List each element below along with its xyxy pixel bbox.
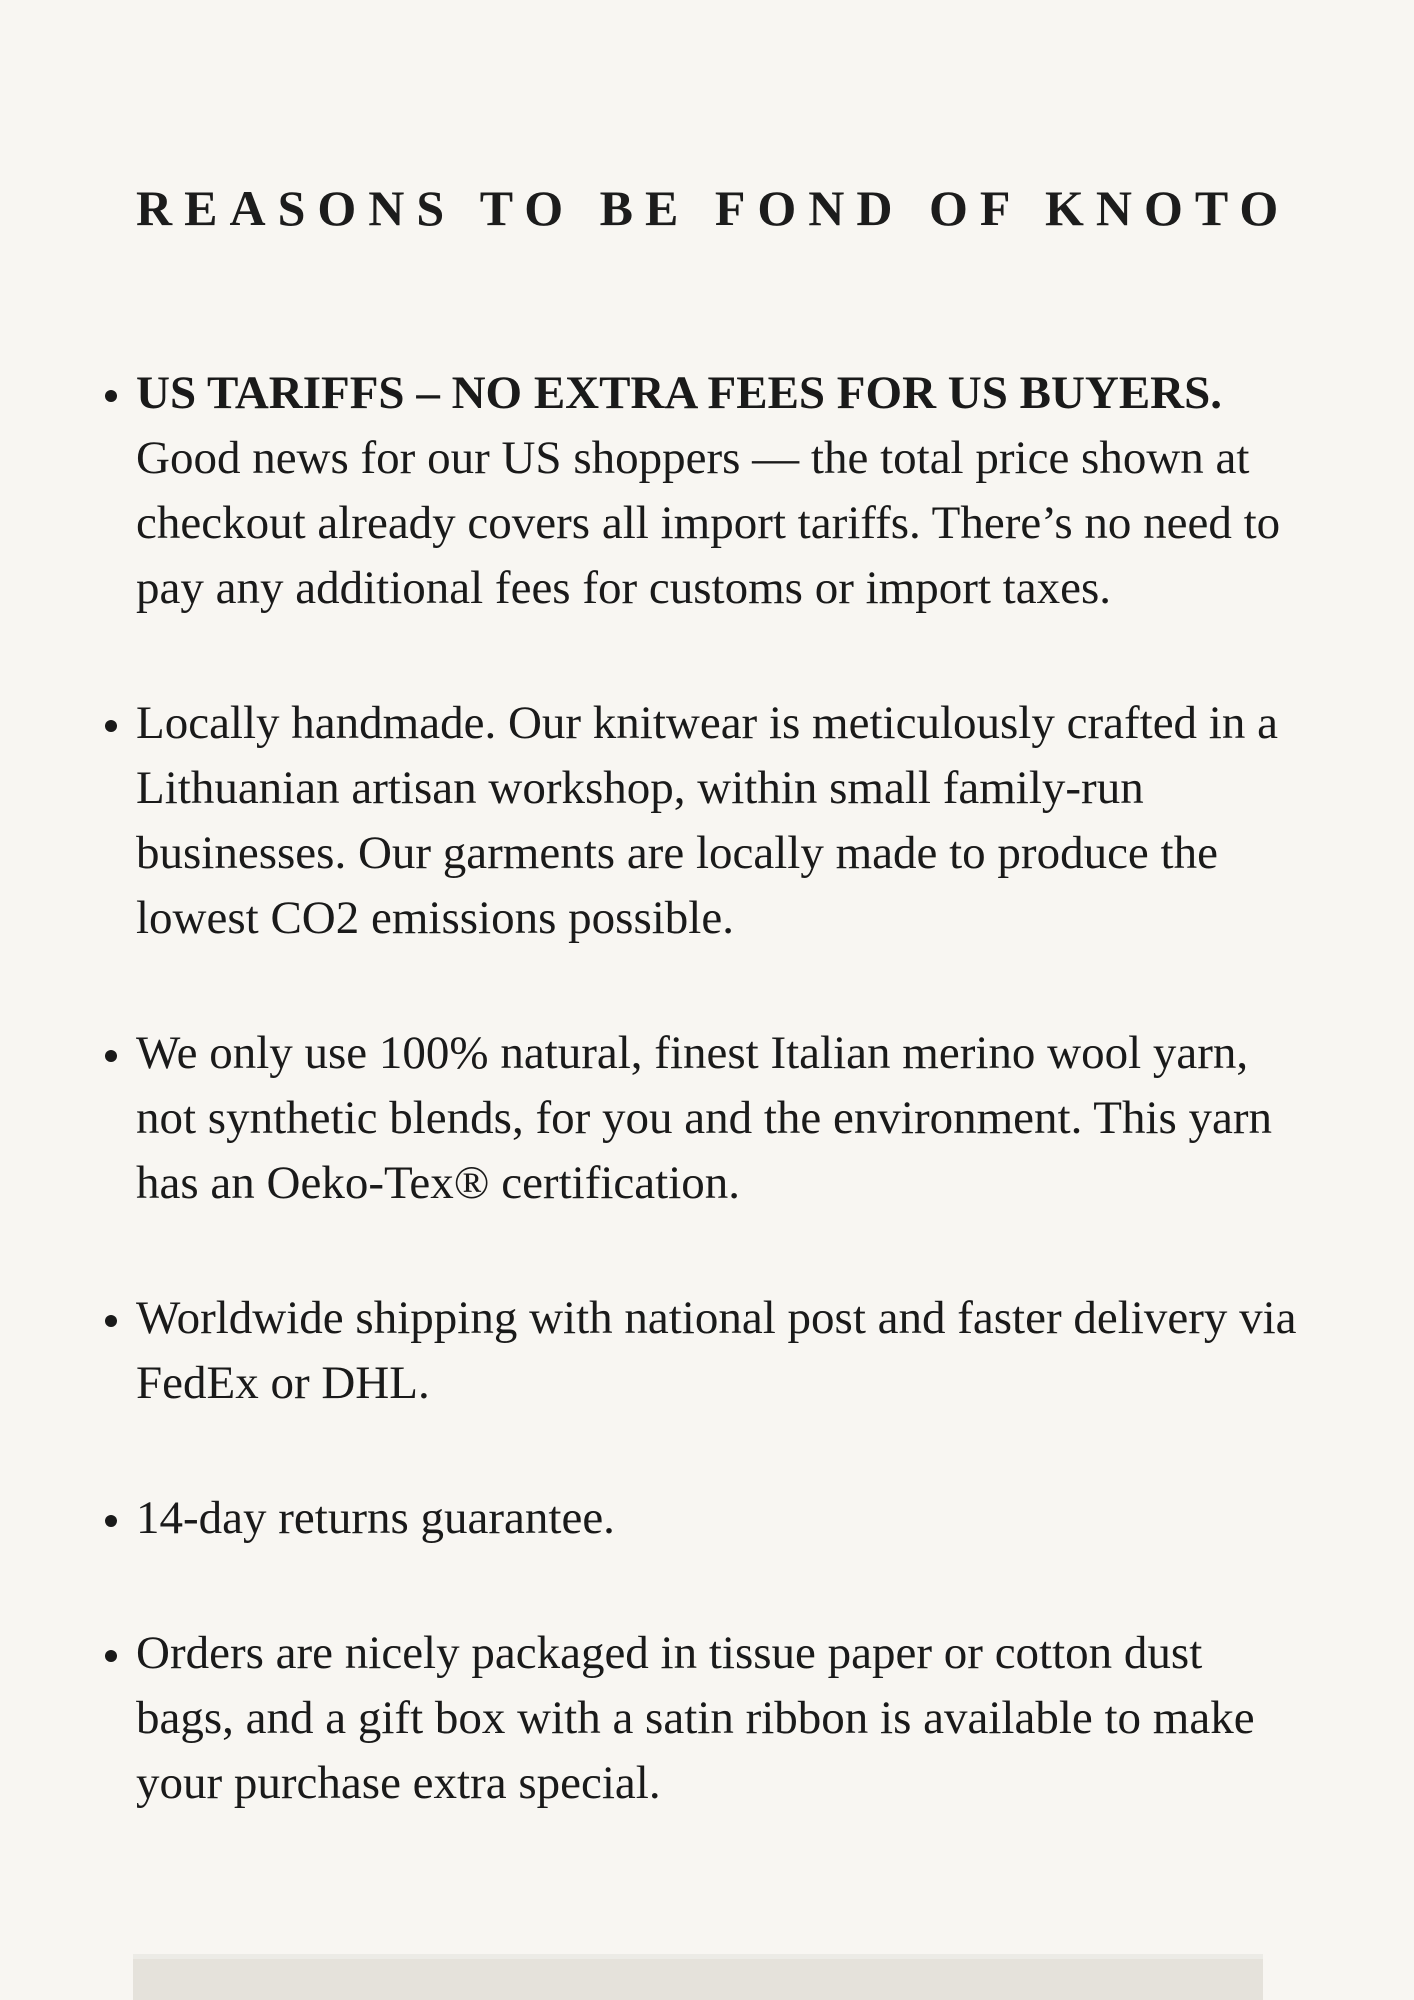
list-item-text: We only use 100% natural, finest Italian merino wool yarn, not synthetic blends, for you and the environment. This yarn has an Oeko-Tex® certification. [136, 1027, 1273, 1209]
list-item-natural-yarn [136, 1021, 1310, 1216]
list-item-worldwide-shipping [136, 1286, 1310, 1416]
list-item-text: Worldwide shipping with national post and faster delivery via FedEx or DHL. [136, 1292, 1297, 1409]
section-title: REASONS TO BE FOND OF KNOTO [136, 180, 1291, 236]
list-item-lead-text: US TARIFFS – NO EXTRA FEES FOR US BUYERS. [136, 367, 1223, 419]
list-item-text: Good news for our US shoppers — the total price shown at checkout already covers all import tariffs. There’s no need to pay any additional fees for customs or import taxes. [136, 432, 1281, 614]
list-item-packaging [136, 1621, 1310, 1816]
list-item-text: 14-day returns guarantee. [136, 1492, 615, 1544]
list-item-text: Orders are nicely packaged in tissue paper or cotton dust bags, and a gift box with a satin ribbon is available to make your purchase extra special. [136, 1627, 1255, 1809]
list-item-locally-handmade [136, 691, 1310, 951]
next-section-edge [133, 1954, 1263, 2000]
list-item-returns-guarantee [136, 1486, 1310, 1551]
list-item-us-tariffs [136, 361, 1310, 621]
list-item-text: Locally handmade. Our knitwear is meticulously crafted in a Lithuanian artisan workshop, within small family-run businesses. Our garments are locally made to produce the lowest CO2 emissions possible. [136, 697, 1278, 944]
benefits-list [0, 361, 1414, 1816]
